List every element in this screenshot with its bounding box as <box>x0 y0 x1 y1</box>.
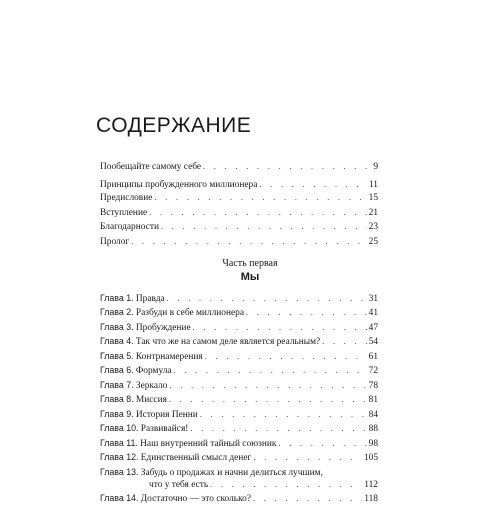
toc-chapter-continuation[interactable] <box>149 478 378 491</box>
toc-entry-page: 88 <box>368 424 378 434</box>
toc-chapter-entry[interactable] <box>100 408 378 421</box>
toc-chapter-entry[interactable] <box>100 321 378 334</box>
toc-entry-label: Пролог <box>100 237 130 247</box>
toc-entry-page: 15 <box>368 193 378 203</box>
part-label: Часть первая <box>222 258 278 269</box>
chapter-title: Миссия <box>135 395 167 405</box>
toc-entry-page: 72 <box>368 366 378 376</box>
toc-entry-page: 112 <box>364 480 378 490</box>
toc-chapter-entry[interactable] <box>100 292 378 305</box>
dot-leader <box>169 379 366 392</box>
toc-chapter-entry[interactable] <box>100 422 378 435</box>
chapter-prefix: Глава 12. <box>100 452 139 462</box>
chapter-prefix: Глава 10. <box>100 423 139 433</box>
dot-leader <box>131 235 366 248</box>
toc-entry[interactable] <box>100 178 378 191</box>
toc-entry-label: Предисловие <box>100 193 153 203</box>
dot-leader <box>259 178 367 191</box>
chapter-prefix: Глава 1. <box>100 293 134 303</box>
toc-entry-page: 25 <box>368 237 378 247</box>
chapter-prefix: Глава 5. <box>100 351 134 361</box>
chapter-title: История Пенни <box>135 410 198 420</box>
toc-entry-label <box>100 350 203 364</box>
toc-chapter-entry[interactable] <box>100 451 378 464</box>
toc-entry-page: 31 <box>368 294 378 304</box>
toc-entry-label: Вступление <box>100 208 148 218</box>
chapter-title: Формула <box>135 366 172 376</box>
chapter-prefix: Глава 8. <box>100 394 134 404</box>
chapter-title: Единственный смысл денег <box>140 453 252 463</box>
toc-entry-page: 81 <box>368 395 378 405</box>
toc-entry-label <box>100 306 244 320</box>
dot-leader <box>161 220 367 233</box>
toc-chapter-entry[interactable] <box>100 364 378 377</box>
toc-entry-label: Принципы пробужденного миллионера <box>100 180 258 190</box>
toc-entry-page: 41 <box>368 308 378 318</box>
chapter-prefix: Глава 2. <box>100 307 134 317</box>
dot-leader <box>200 408 367 421</box>
toc-entry[interactable] <box>100 206 378 219</box>
dot-leader <box>169 393 367 406</box>
toc-entry-page: 61 <box>368 352 378 362</box>
chapter-title-continuation: что у тебя есть <box>149 480 209 490</box>
toc-entry-page: 47 <box>368 323 378 333</box>
dot-leader <box>210 478 362 491</box>
chapter-prefix: Глава 9. <box>100 409 134 419</box>
chapter-prefix: Глава 3. <box>100 322 134 332</box>
chapter-title: Зеркало <box>135 381 168 391</box>
toc-entry-label <box>100 321 191 335</box>
toc-entry-page: 78 <box>368 381 378 391</box>
toc-entry-page: 98 <box>368 439 378 449</box>
dot-leader <box>154 191 366 204</box>
toc-entry-label <box>100 393 167 407</box>
chapter-prefix: Глава 7. <box>100 380 134 390</box>
chapter-title: Пробуждение <box>135 323 191 333</box>
dot-leader <box>174 364 367 377</box>
toc-entry-page: 21 <box>368 208 378 218</box>
chapter-title: Правда <box>135 294 165 304</box>
toc-entry-page: 23 <box>368 222 378 232</box>
chapter-prefix: Глава 6. <box>100 365 134 375</box>
toc-entry[interactable] <box>100 160 378 173</box>
toc-entry-label: Пообещайте самому себе <box>100 162 202 172</box>
dot-leader <box>190 422 366 435</box>
chapter-title: Наш внутренний тайный союзник <box>140 439 277 449</box>
toc-entry-page: 118 <box>364 494 378 504</box>
dot-leader <box>253 451 362 464</box>
toc-entry-page: 9 <box>373 162 378 172</box>
toc-entry-label <box>100 451 251 465</box>
toc-entry[interactable] <box>100 235 378 248</box>
chapter-prefix: Глава 4. <box>100 336 134 346</box>
toc-entry[interactable] <box>100 220 378 233</box>
part-title: Мы <box>240 271 260 283</box>
dot-leader <box>167 292 367 305</box>
toc-entry-label <box>100 437 276 451</box>
toc-entry-label <box>100 422 188 436</box>
toc-entry-label <box>100 364 172 378</box>
toc-entry-page: 11 <box>368 180 378 190</box>
chapter-title: Развивайся! <box>140 424 189 434</box>
toc-chapter-entry[interactable] <box>100 335 378 348</box>
toc-chapter-entry[interactable] <box>100 350 378 363</box>
toc-entry-page: 105 <box>363 453 378 463</box>
dot-leader <box>246 306 367 319</box>
dot-leader <box>203 160 371 173</box>
dot-leader <box>149 206 366 219</box>
dot-leader <box>193 321 367 334</box>
chapter-prefix: Глава 14. <box>100 493 139 503</box>
toc-entry-label <box>100 492 251 506</box>
toc-entry-label <box>100 379 167 393</box>
chapter-title: Так что же на самом деле является реальным? <box>135 337 321 347</box>
toc-entry-page: 54 <box>368 337 378 347</box>
toc-entry-label <box>100 292 165 306</box>
dot-leader <box>322 335 366 348</box>
toc-entry-label <box>100 335 320 349</box>
toc-chapter-entry[interactable] <box>100 306 378 319</box>
chapter-title: Достаточно — это сколько? <box>140 494 251 504</box>
toc-chapter-entry[interactable] <box>100 437 378 450</box>
dot-leader <box>205 350 367 363</box>
chapter-title: Разбуди в себе миллионера <box>135 308 245 318</box>
toc-chapter-entry[interactable] <box>100 492 378 505</box>
toc-entry-label: Благодарности <box>100 222 159 232</box>
toc-entry-label <box>100 408 198 422</box>
chapter-title: Забудь о продажах и начни делиться лучшим, <box>140 468 323 478</box>
chapter-title: Контрнамерения <box>135 352 203 362</box>
toc-entry-page: 84 <box>368 410 378 420</box>
toc-chapter-entry[interactable] <box>100 393 378 406</box>
toc-chapter-entry[interactable] <box>100 379 378 392</box>
chapter-prefix: Глава 11. <box>100 438 138 448</box>
toc-entry[interactable] <box>100 191 378 204</box>
page-title: СОДЕРЖАНИЕ <box>96 114 252 137</box>
chapter-prefix: Глава 13. <box>100 467 139 477</box>
dot-leader <box>278 437 366 450</box>
dot-leader <box>253 492 362 505</box>
